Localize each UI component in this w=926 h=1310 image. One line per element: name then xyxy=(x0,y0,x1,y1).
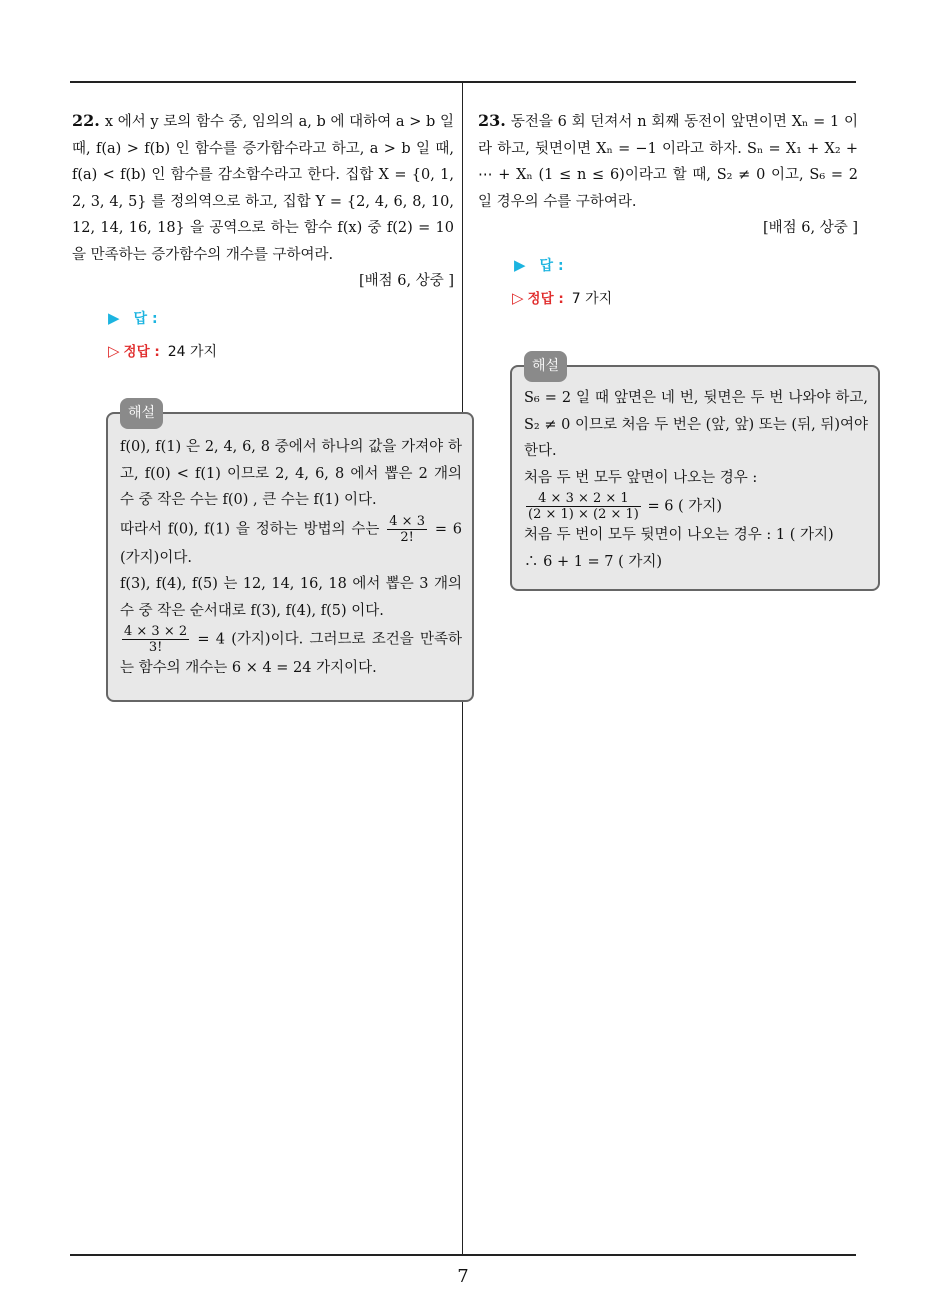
solution-paragraph: $\frac{4 \times 3 \times 2}{3!}$ = 4 (가지)이다. 그러므로 조건을 만족하는 함수의 개수는 6 × 4 = 24 가지이다. xyxy=(120,624,462,676)
play-triangle-icon: ▶ xyxy=(514,256,526,274)
problem-meta: [배점 6, 상중 ] xyxy=(358,273,454,289)
answer-row xyxy=(478,253,858,278)
top-rule xyxy=(70,81,856,83)
solution-tag: 해설 xyxy=(120,398,163,429)
problem-number: 23. xyxy=(478,111,506,130)
bottom-rule xyxy=(70,1254,856,1256)
solution-tag: 해설 xyxy=(524,351,567,382)
solution-paragraph: S₆ = 2 일 때 앞면은 네 번, 뒷면은 두 번 나와야 하고, S₂ ≠ 0 이므로 처음 두 번은 (앞, 앞) 또는 (뒤, 뒤)여야 한다. xyxy=(524,390,868,459)
answer-label: 답 : xyxy=(133,311,158,327)
fraction: $\frac{4 \times 3}{2!}$ xyxy=(389,513,425,545)
problem-22-statement xyxy=(72,108,454,268)
problem-23 xyxy=(478,108,868,591)
solution-paragraph: f(0), f(1) 은 2, 4, 6, 8 중에서 하나의 값을 가져야 하고, f(0) < f(1) 이므로 2, 4, 6, 8 에서 뽑은 2 개의 수 중 작은 수는 f(0) , 큰 수는 f(1) 이다. xyxy=(120,439,462,508)
solution-box xyxy=(106,405,474,702)
answer-row xyxy=(72,306,454,331)
solution-paragraph: 처음 두 번 모두 앞면이 나오는 경우 : xyxy=(524,469,758,486)
play-triangle-icon: ▶ xyxy=(108,309,120,327)
outline-triangle-icon: ▷ xyxy=(108,342,120,360)
problem-number: 22. xyxy=(72,111,100,130)
solution-paragraph: f(3), f(4), f(5) 는 12, 14, 16, 18 에서 뽑은 3 개의 수 중 작은 순서대로 f(3), f(4), f(5) 이다. xyxy=(120,576,462,619)
solution-box xyxy=(510,358,880,591)
fraction: $\frac{4 \times 3 \times 2 \times 1}{(2 \times 1) \times (2 \times 1)}$ xyxy=(528,491,639,522)
final-answer-value: 7 가지 xyxy=(571,291,613,307)
final-answer-value: 24 가지 xyxy=(167,344,218,360)
page-number: 7 xyxy=(457,1266,469,1287)
problem-meta: [배점 6, 상중 ] xyxy=(762,220,858,236)
fraction: $\frac{4 \times 3 \times 2}{3!}$ xyxy=(124,624,188,655)
final-answer-row xyxy=(72,339,454,364)
solution-paragraph: $\frac{4 \times 3 \times 2 \times 1}{(2 \times 1) \times (2 \times 1)}$ = 6 ( 가지) xyxy=(528,491,722,522)
problem-text: 동전을 6 회 던져서 n 회째 동전이 앞면이면 Xₙ = 1 이라 하고, 뒷면이면 Xₙ = −1 이라고 하자. Sₙ = X₁ + X₂ + ⋯ + Xₙ (1 ≤ n ≤ 6)이라고 할 때, S₂ ≠ 0 이고, S₆ = 2 일 경우의 수를 구하여라. xyxy=(478,114,858,210)
outline-triangle-icon: ▷ xyxy=(512,289,524,307)
solution-paragraph: 처음 두 번이 모두 뒷면이 나오는 경우 : 1 ( 가지) xyxy=(524,527,834,543)
final-answer-label: 정답 : xyxy=(123,344,160,360)
solution-paragraph: ∴ 6 + 1 = 7 ( 가지) xyxy=(524,553,663,570)
answer-label: 답 : xyxy=(539,258,564,274)
solution-paragraph: 따라서 f(0), f(1) 을 정하는 방법의 수는 $\frac{4 \times 3}{2!}$ = 6 (가지)이다. xyxy=(120,513,463,566)
problem-text: x 에서 y 로의 함수 중, 임의의 a, b 에 대하여 a > b 일 때, f(a) > f(b) 인 함수를 증가함수라고 하고, a > b 일 때, f(a) < f(b) 인 함수를 감소함수라고 한다. 집합 X = {0, 1, 2, 3, 4, 5} 를 정의역으로 하고, 집합 Y = {2, 4, 6, 8, 10, 12, 14, 16, 18} 을 공역으로 하는 함수 f(x) 중 f(2) = 10 을 만족하는 증가함수의 개수를 구하여라. xyxy=(72,114,454,263)
problem-22 xyxy=(72,108,463,702)
final-answer-row xyxy=(478,286,858,311)
final-answer-label: 정답 : xyxy=(527,291,564,307)
problem-23-statement xyxy=(478,108,858,215)
